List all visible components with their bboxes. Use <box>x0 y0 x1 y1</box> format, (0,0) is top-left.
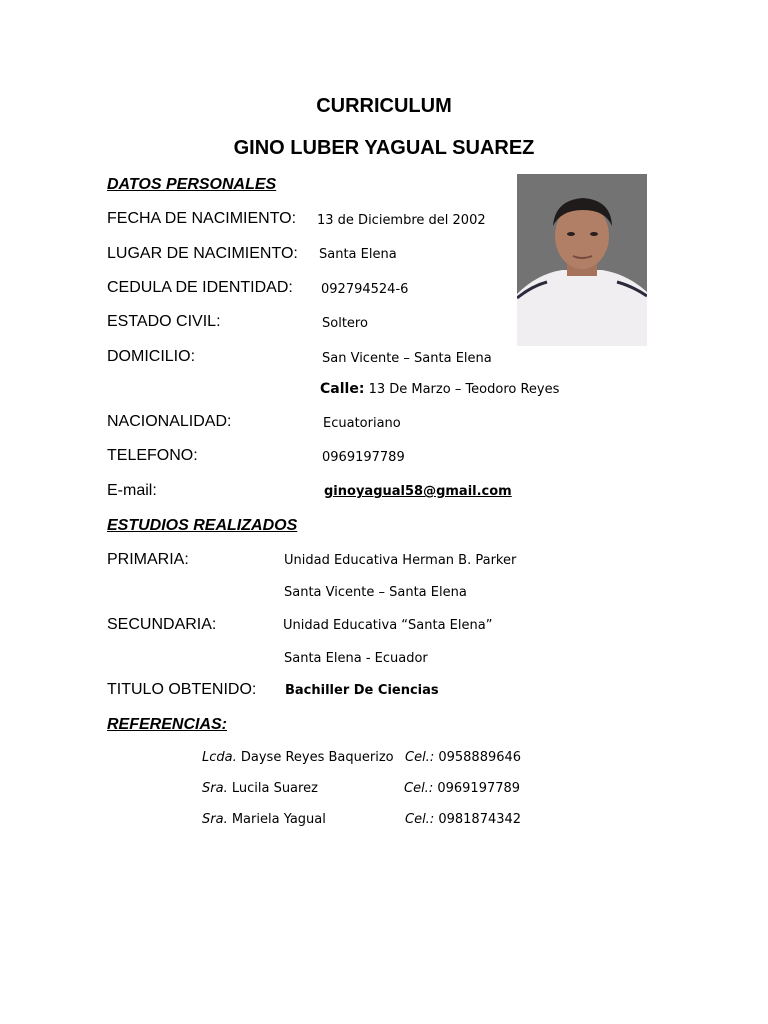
reference-name: Mariela Yagual <box>231 812 326 827</box>
reference-name: Dayse Reyes Baquerizo <box>240 750 394 765</box>
reference-phone <box>404 781 520 796</box>
birth-place-label: LUGAR DE NACIMIENTO: <box>107 245 298 262</box>
civil-status-label: ESTADO CIVIL: <box>107 313 221 330</box>
section-studies-label: ESTUDIOS REALIZADOS <box>107 517 298 534</box>
reference-phone <box>405 812 521 827</box>
secondary-label: SECUNDARIA: <box>107 616 217 633</box>
reference-title: Sra. <box>202 781 228 796</box>
profile-photo-image <box>517 174 647 346</box>
reference-item <box>202 812 326 827</box>
street-label: Calle: <box>320 381 365 397</box>
email-link[interactable]: ginoyagual58@gmail.com <box>324 484 512 499</box>
primary-school: Unidad Educativa Herman B. Parker <box>284 553 517 568</box>
email-label: E-mail: <box>107 482 157 499</box>
reference-name: Lucila Suarez <box>231 781 318 796</box>
secondary-school: Unidad Educativa “Santa Elena” <box>283 618 493 633</box>
reference-title: Lcda. <box>202 750 237 765</box>
nationality-label: NACIONALIDAD: <box>107 413 232 430</box>
degree-value: Bachiller De Ciencias <box>285 683 439 698</box>
reference-phone <box>405 750 521 765</box>
reference-item <box>202 750 394 765</box>
section-references-label: REFERENCIAS: <box>107 716 228 733</box>
section-studies <box>107 517 361 535</box>
phone-label: TELEFONO: <box>107 447 198 464</box>
reference-title: Sra. <box>202 812 228 827</box>
reference-cel-label: Cel.: <box>405 812 435 827</box>
reference-phone-number: 0958889646 <box>438 750 522 765</box>
reference-cel-label: Cel.: <box>405 750 435 765</box>
phone-value: 0969197789 <box>322 450 405 465</box>
birth-place-value: Santa Elena <box>319 247 397 262</box>
street-value: 13 De Marzo – Teodoro Reyes <box>368 382 560 397</box>
id-label: CEDULA DE IDENTIDAD: <box>107 279 293 296</box>
civil-status-value: Soltero <box>322 316 368 331</box>
person-name: GINO LUBER YAGUAL SUAREZ <box>233 137 535 159</box>
birth-date-label: FECHA DE NACIMIENTO: <box>107 210 297 227</box>
street-line <box>320 381 559 397</box>
reference-cel-label: Cel.: <box>404 781 434 796</box>
id-value: 092794524-6 <box>321 282 409 297</box>
address-value: San Vicente – Santa Elena <box>322 351 492 366</box>
reference-item <box>202 781 318 796</box>
secondary-location: Santa Elena - Ecuador <box>284 651 428 666</box>
profile-photo <box>517 174 647 346</box>
reference-phone-number: 0969197789 <box>437 781 521 796</box>
degree-label: TITULO OBTENIDO: <box>107 681 257 698</box>
address-label: DOMICILIO: <box>107 348 196 365</box>
birth-date-value: 13 de Diciembre del 2002 <box>317 213 486 228</box>
primary-location: Santa Vicente – Santa Elena <box>284 585 467 600</box>
primary-label: PRIMARIA: <box>107 551 189 568</box>
section-references <box>107 716 295 734</box>
document-title: CURRICULUM <box>316 95 452 117</box>
section-personal-data: DATOS PERSONALES <box>107 176 277 193</box>
nationality-value: Ecuatoriano <box>323 416 401 431</box>
reference-phone-number: 0981874342 <box>438 812 522 827</box>
